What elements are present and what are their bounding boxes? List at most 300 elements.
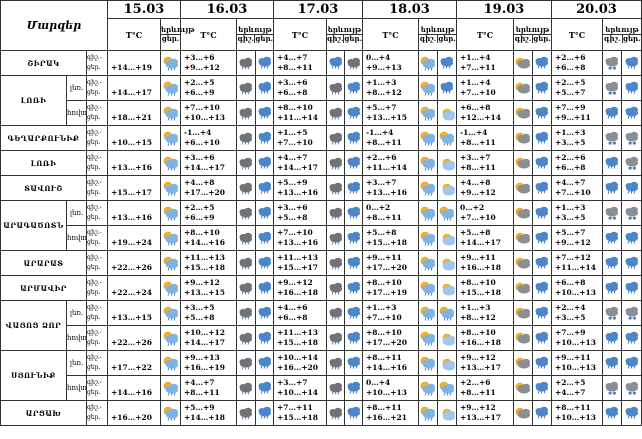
temperature-range bbox=[363, 301, 419, 326]
date-header: 19.03 bbox=[457, 1, 552, 19]
cloud-icon bbox=[345, 51, 363, 76]
day-temp: +16…+18 bbox=[277, 288, 318, 297]
rain-icon bbox=[345, 326, 363, 351]
svg-text:✱✱: ✱✱ bbox=[608, 65, 617, 72]
rain-icon bbox=[603, 176, 622, 201]
sunrain-icon bbox=[419, 251, 438, 276]
temp-column-header: T°C bbox=[457, 19, 514, 51]
temperature-range bbox=[457, 51, 514, 76]
night-period-label: գիշ.- bbox=[87, 54, 102, 61]
rain-icon bbox=[603, 401, 622, 426]
rain-icon bbox=[622, 101, 642, 126]
night-temp: +11…+13 bbox=[184, 253, 225, 262]
day-temp: +16…+19 bbox=[184, 363, 225, 372]
cloud-icon bbox=[237, 276, 256, 301]
temperature-range bbox=[108, 201, 161, 226]
sunrain-icon bbox=[419, 276, 438, 301]
sun-icon bbox=[438, 326, 457, 351]
temperature-range bbox=[363, 176, 419, 201]
precip-label: երևույթ bbox=[327, 25, 362, 34]
day-label: ցեր. bbox=[622, 34, 641, 43]
temperature-range bbox=[274, 376, 327, 401]
night-period-label: գիշ.- bbox=[87, 379, 102, 386]
rain-icon bbox=[345, 76, 363, 101]
rain-icon bbox=[256, 251, 274, 276]
day-temp: +15…+18 bbox=[460, 288, 501, 297]
day-temp: +8…+11 bbox=[277, 63, 313, 72]
temperature-range bbox=[274, 176, 327, 201]
day-temp: +10…+13 bbox=[555, 288, 596, 297]
day-temp: +14…+16 bbox=[111, 388, 152, 397]
temperature-range bbox=[552, 251, 603, 276]
cloud-icon bbox=[237, 251, 256, 276]
rain-icon bbox=[345, 101, 363, 126]
day-temp: +19…+24 bbox=[111, 238, 152, 247]
night-period-label: գիշ.- bbox=[87, 329, 102, 336]
weather-icon bbox=[161, 151, 181, 176]
night-period-label: գիշ.- bbox=[87, 404, 102, 411]
zone-label: հովտ bbox=[67, 376, 87, 401]
suncloud-icon bbox=[514, 226, 533, 251]
day-temp: +3…+5 bbox=[555, 313, 586, 322]
day-temp: +14…+17 bbox=[111, 88, 152, 97]
temperature-range bbox=[274, 401, 327, 426]
day-temp: +3…+5 bbox=[555, 213, 586, 222]
temperature-range bbox=[552, 226, 603, 251]
day-temp: +9…+11 bbox=[555, 113, 591, 122]
sunrain-icon bbox=[419, 301, 438, 326]
day-temp: +11…+14 bbox=[555, 263, 596, 272]
temperature-range bbox=[108, 101, 161, 126]
temperature-range bbox=[457, 301, 514, 326]
day-temp: +16…+18 bbox=[460, 263, 501, 272]
day-temp: +5…+7 bbox=[555, 88, 586, 97]
night-temp: +1…+3 bbox=[366, 303, 397, 312]
day-temp: +14…+17 bbox=[460, 238, 501, 247]
night-temp: 0…+2 bbox=[460, 203, 485, 212]
day-period-label: ցեր. bbox=[87, 414, 101, 421]
temperature-range bbox=[274, 76, 327, 101]
day-temp: +4…+7 bbox=[555, 388, 586, 397]
day-label: ցեր. bbox=[533, 34, 551, 43]
temperature-range bbox=[108, 251, 161, 276]
rain-icon bbox=[345, 201, 363, 226]
night-temp: +1…+4 bbox=[460, 78, 491, 87]
region-name: ԱՐԱԳԱԾՈՏՆ bbox=[1, 201, 67, 251]
table-row bbox=[1, 401, 642, 426]
temperature-range bbox=[181, 326, 237, 351]
temperature-range bbox=[552, 101, 603, 126]
day-temp: +17…+20 bbox=[366, 263, 407, 272]
svg-text:✱✱: ✱✱ bbox=[608, 315, 617, 322]
rain-icon bbox=[256, 226, 274, 251]
day-temp: +15…+17 bbox=[111, 188, 152, 197]
night-temp: +2…+5 bbox=[184, 203, 215, 212]
date-header: 18.03 bbox=[363, 1, 457, 19]
temperature-range bbox=[274, 151, 327, 176]
sun-icon bbox=[438, 401, 457, 426]
day-temp: +9…+12 bbox=[184, 63, 220, 72]
rain-icon bbox=[533, 101, 552, 126]
day-temp: +13…+16 bbox=[111, 213, 152, 222]
day-label: ցեր. bbox=[255, 34, 273, 43]
precip-column-header bbox=[161, 19, 195, 51]
night-temp: +9…+12 bbox=[460, 353, 496, 362]
night-period-label: գիշ.- bbox=[87, 354, 102, 361]
snow-icon bbox=[622, 151, 642, 176]
table-row bbox=[1, 201, 642, 226]
temperature-range bbox=[108, 351, 161, 376]
day-period-label: ցեր. bbox=[87, 114, 101, 121]
rain-icon bbox=[438, 51, 457, 76]
sunrain-icon bbox=[419, 176, 438, 201]
night-label: գիշ. bbox=[514, 34, 532, 43]
temperature-range bbox=[181, 351, 237, 376]
cloud-icon bbox=[237, 76, 256, 101]
night-temp: +2…+6 bbox=[366, 153, 397, 162]
day-temp: +8…+11 bbox=[460, 138, 496, 147]
table-row bbox=[1, 176, 642, 201]
temperature-range bbox=[108, 51, 161, 76]
night-temp: +4…+7 bbox=[184, 378, 215, 387]
weather-icon bbox=[161, 76, 181, 101]
rain-icon bbox=[345, 276, 363, 301]
day-temp: +10…+14 bbox=[277, 388, 318, 397]
cloud-icon bbox=[327, 376, 345, 401]
day-temp: +6…+10 bbox=[184, 138, 220, 147]
sunrain-icon bbox=[419, 76, 438, 101]
night-temp: +2…+4 bbox=[555, 303, 586, 312]
rain-icon bbox=[256, 51, 274, 76]
temperature-range bbox=[457, 401, 514, 426]
suncloud-icon bbox=[514, 151, 533, 176]
night-temp: +8…+10 bbox=[366, 278, 402, 287]
region-name: ԼՈՌԻ bbox=[1, 151, 87, 176]
night-temp: +8…+11 bbox=[366, 353, 402, 362]
sun-icon bbox=[438, 276, 457, 301]
rain-icon bbox=[256, 276, 274, 301]
night-temp: +8…+11 bbox=[366, 403, 402, 412]
temperature-range bbox=[457, 251, 514, 276]
table-row bbox=[1, 376, 642, 401]
day-period-label: ցեր. bbox=[87, 264, 101, 271]
rain-icon bbox=[327, 51, 345, 76]
day-temp: +3…+5 bbox=[555, 138, 586, 147]
temperature-range bbox=[274, 301, 327, 326]
cloud-icon bbox=[327, 76, 345, 101]
snow-icon bbox=[603, 76, 622, 101]
suncloud-icon bbox=[514, 376, 533, 401]
temperature-range bbox=[108, 151, 161, 176]
night-temp: -1…+4 bbox=[460, 128, 488, 137]
day-period-label: ցեր. bbox=[87, 339, 101, 346]
sun-icon bbox=[438, 151, 457, 176]
rain-icon bbox=[603, 151, 622, 176]
snow-icon bbox=[603, 51, 622, 76]
night-period-label: գիշ.- bbox=[87, 79, 102, 86]
cloud-icon bbox=[327, 226, 345, 251]
temperature-range bbox=[108, 276, 161, 301]
day-temp: +8…+11 bbox=[184, 388, 220, 397]
night-temp: -1…+4 bbox=[366, 128, 394, 137]
svg-text:✱✱: ✱✱ bbox=[627, 140, 636, 147]
cloud-icon bbox=[327, 201, 345, 226]
period-labels bbox=[87, 151, 108, 176]
day-temp: +15…+18 bbox=[277, 338, 318, 347]
temp-column-header: T°C bbox=[108, 19, 161, 51]
day-temp: +10…+15 bbox=[111, 138, 152, 147]
snow-icon bbox=[622, 376, 642, 401]
temperature-range bbox=[552, 301, 603, 326]
night-temp: +3…+7 bbox=[277, 378, 308, 387]
temperature-range bbox=[457, 126, 514, 151]
table-row bbox=[1, 76, 642, 101]
night-temp: +4…+7 bbox=[555, 178, 586, 187]
day-period-label: ցեր. bbox=[87, 214, 101, 221]
rain-icon bbox=[533, 351, 552, 376]
night-label: գիշ. bbox=[327, 34, 344, 43]
region-name: ՇԻՐԱԿ bbox=[1, 51, 87, 76]
temperature-range bbox=[274, 101, 327, 126]
day-temp: +13…+15 bbox=[366, 113, 407, 122]
weather-icon bbox=[161, 301, 181, 326]
rain-icon bbox=[256, 126, 274, 151]
temperature-range bbox=[552, 376, 603, 401]
cloud-icon bbox=[327, 151, 345, 176]
night-period-label: գիշ.- bbox=[87, 104, 102, 111]
night-period-label: գիշ.- bbox=[87, 279, 102, 286]
rain-icon bbox=[345, 151, 363, 176]
day-period-label: ցեր. bbox=[87, 89, 101, 96]
table-row bbox=[1, 226, 642, 251]
day-label: ցեր. bbox=[438, 34, 456, 43]
night-temp: +7…+10 bbox=[184, 103, 220, 112]
temperature-range bbox=[552, 176, 603, 201]
region-name: ԼՈՌԻ bbox=[1, 76, 67, 126]
night-temp: +9…+11 bbox=[555, 353, 591, 362]
rain-icon bbox=[256, 201, 274, 226]
region-name: ԳԵՂԱՐՔՈՒՆԻՔ bbox=[1, 126, 87, 151]
day-temp: +6…+8 bbox=[555, 63, 586, 72]
day-temp: +16…+21 bbox=[366, 413, 407, 422]
day-label: ցեր. bbox=[344, 34, 363, 43]
sun-icon bbox=[438, 351, 457, 376]
precip-column-header bbox=[419, 19, 457, 51]
temperature-range bbox=[181, 76, 237, 101]
day-temp: +14…+17 bbox=[184, 163, 225, 172]
temperature-range bbox=[181, 276, 237, 301]
temperature-range bbox=[181, 401, 237, 426]
rain-icon bbox=[622, 76, 642, 101]
sunrain-icon bbox=[419, 326, 438, 351]
rain-icon bbox=[256, 151, 274, 176]
sunrain-icon bbox=[419, 101, 438, 126]
day-temp: +11…+14 bbox=[277, 113, 318, 122]
period-labels bbox=[87, 101, 108, 126]
night-temp: +8…+10 bbox=[184, 228, 220, 237]
day-temp: +7…+11 bbox=[460, 63, 496, 72]
suncloud-icon bbox=[514, 351, 533, 376]
temperature-range bbox=[181, 251, 237, 276]
night-temp: +6…+8 bbox=[460, 103, 491, 112]
temperature-range bbox=[181, 126, 237, 151]
rain-icon bbox=[533, 151, 552, 176]
weather-icon bbox=[161, 351, 181, 376]
temp-column-header: T°C bbox=[363, 19, 419, 51]
day-temp: +15…+18 bbox=[366, 238, 407, 247]
night-temp: +8…+10 bbox=[460, 328, 496, 337]
night-temp: +5…+9 bbox=[184, 403, 215, 412]
svg-text:✱✱: ✱✱ bbox=[627, 215, 636, 222]
region-name: ԱՐՄԱՎԻՐ bbox=[1, 276, 87, 301]
temperature-range bbox=[363, 151, 419, 176]
night-temp: +5…+8 bbox=[460, 228, 491, 237]
svg-text:✱✱: ✱✱ bbox=[627, 390, 636, 397]
svg-text:✱✱: ✱✱ bbox=[608, 390, 617, 397]
day-temp: +14…+17 bbox=[277, 163, 318, 172]
sunrain-icon bbox=[438, 126, 457, 151]
temperature-range bbox=[457, 226, 514, 251]
temperature-range bbox=[552, 76, 603, 101]
day-temp: +14…+19 bbox=[111, 63, 152, 72]
day-period-label: ցեր. bbox=[87, 289, 101, 296]
rain-icon bbox=[345, 376, 363, 401]
day-temp: +8…+11 bbox=[366, 213, 402, 222]
table-row bbox=[1, 301, 642, 326]
rain-icon bbox=[533, 201, 552, 226]
sunrain-icon bbox=[419, 51, 438, 76]
night-temp: 0…+4 bbox=[366, 378, 391, 387]
temperature-range bbox=[552, 326, 603, 351]
sun-icon bbox=[438, 226, 457, 251]
table-row bbox=[1, 276, 642, 301]
night-period-label: գիշ.- bbox=[87, 254, 102, 261]
temperature-range bbox=[552, 51, 603, 76]
table-row bbox=[1, 251, 642, 276]
day-temp: +11…+14 bbox=[366, 163, 407, 172]
snow-icon bbox=[603, 201, 622, 226]
night-temp: +4…+6 bbox=[277, 303, 308, 312]
rain-icon bbox=[603, 101, 622, 126]
rain-icon bbox=[533, 251, 552, 276]
temperature-range bbox=[274, 326, 327, 351]
cloud-icon bbox=[327, 326, 345, 351]
period-labels bbox=[87, 351, 108, 376]
date-header: 15.03 bbox=[108, 1, 181, 19]
night-temp: +5…+7 bbox=[555, 228, 586, 237]
rain-icon bbox=[533, 326, 552, 351]
suncloud-icon bbox=[514, 326, 533, 351]
temperature-range bbox=[363, 201, 419, 226]
temperature-range bbox=[457, 351, 514, 376]
day-period-label: ցեր. bbox=[87, 64, 101, 71]
day-temp: +7…+10 bbox=[277, 138, 313, 147]
table-row bbox=[1, 151, 642, 176]
weather-icon bbox=[161, 226, 181, 251]
temperature-range bbox=[108, 226, 161, 251]
suncloud-icon bbox=[514, 251, 533, 276]
night-temp: +2…+5 bbox=[555, 78, 586, 87]
day-temp: +16…+20 bbox=[111, 413, 152, 422]
night-temp: +3…+6 bbox=[184, 53, 215, 62]
day-temp: +5…+8 bbox=[184, 313, 215, 322]
rain-icon bbox=[256, 176, 274, 201]
suncloud-icon bbox=[514, 201, 533, 226]
night-temp: +2…+6 bbox=[460, 378, 491, 387]
temperature-range bbox=[181, 226, 237, 251]
temperature-range bbox=[552, 276, 603, 301]
day-temp: +12…+14 bbox=[460, 113, 501, 122]
temperature-range bbox=[108, 76, 161, 101]
night-temp: 0…+2 bbox=[366, 203, 391, 212]
rain-icon bbox=[345, 401, 363, 426]
rain-icon bbox=[622, 251, 642, 276]
night-temp: +1…+3 bbox=[555, 128, 586, 137]
sunrain-icon bbox=[419, 151, 438, 176]
rain-icon bbox=[438, 76, 457, 101]
rain-icon bbox=[345, 251, 363, 276]
night-period-label: գիշ.- bbox=[87, 129, 102, 136]
night-temp: +9…+13 bbox=[184, 353, 220, 362]
night-temp: +11…+13 bbox=[277, 328, 318, 337]
temperature-range bbox=[108, 326, 161, 351]
temperature-range bbox=[363, 101, 419, 126]
rain-icon bbox=[533, 301, 552, 326]
night-temp: +4…+8 bbox=[184, 178, 215, 187]
day-temp: +13…+17 bbox=[460, 413, 501, 422]
cloud-icon bbox=[327, 351, 345, 376]
period-labels bbox=[87, 126, 108, 151]
night-temp: +5…+9 bbox=[277, 178, 308, 187]
sun-icon bbox=[438, 176, 457, 201]
rain-icon bbox=[256, 76, 274, 101]
temperature-range bbox=[108, 376, 161, 401]
temp-column-header: T°C bbox=[181, 19, 237, 51]
svg-text:✱✱: ✱✱ bbox=[627, 315, 636, 322]
night-label: գիշ. bbox=[419, 34, 437, 43]
rain-icon bbox=[345, 351, 363, 376]
temp-column-header: T°C bbox=[274, 19, 327, 51]
night-temp: +7…+10 bbox=[277, 228, 313, 237]
night-temp: +3…+6 bbox=[184, 153, 215, 162]
night-temp: +1…+3 bbox=[366, 78, 397, 87]
weather-icon bbox=[161, 276, 181, 301]
regions-header: Մարզեր bbox=[1, 1, 108, 51]
cloud-icon bbox=[237, 376, 256, 401]
sunrain-icon bbox=[419, 376, 438, 401]
temperature-range bbox=[108, 176, 161, 201]
cloud-icon bbox=[327, 101, 345, 126]
night-temp: +8…+10 bbox=[277, 103, 313, 112]
day-temp: +10…+13 bbox=[555, 413, 596, 422]
temperature-range bbox=[274, 226, 327, 251]
night-period-label: գիշ.- bbox=[87, 204, 102, 211]
rain-icon bbox=[603, 276, 622, 301]
temperature-range bbox=[552, 351, 603, 376]
day-temp: +13…+16 bbox=[111, 163, 152, 172]
day-temp: +17…+20 bbox=[366, 338, 407, 347]
night-temp: +2…+6 bbox=[555, 153, 586, 162]
day-temp: +15…+17 bbox=[277, 263, 318, 272]
day-temp: +8…+11 bbox=[366, 138, 402, 147]
rain-icon bbox=[533, 126, 552, 151]
temperature-range bbox=[363, 351, 419, 376]
cloud-icon bbox=[327, 176, 345, 201]
temperature-range bbox=[108, 401, 161, 426]
night-temp: +3…+7 bbox=[460, 153, 491, 162]
night-period-label: գիշ.- bbox=[87, 304, 102, 311]
suncloud-icon bbox=[514, 76, 533, 101]
